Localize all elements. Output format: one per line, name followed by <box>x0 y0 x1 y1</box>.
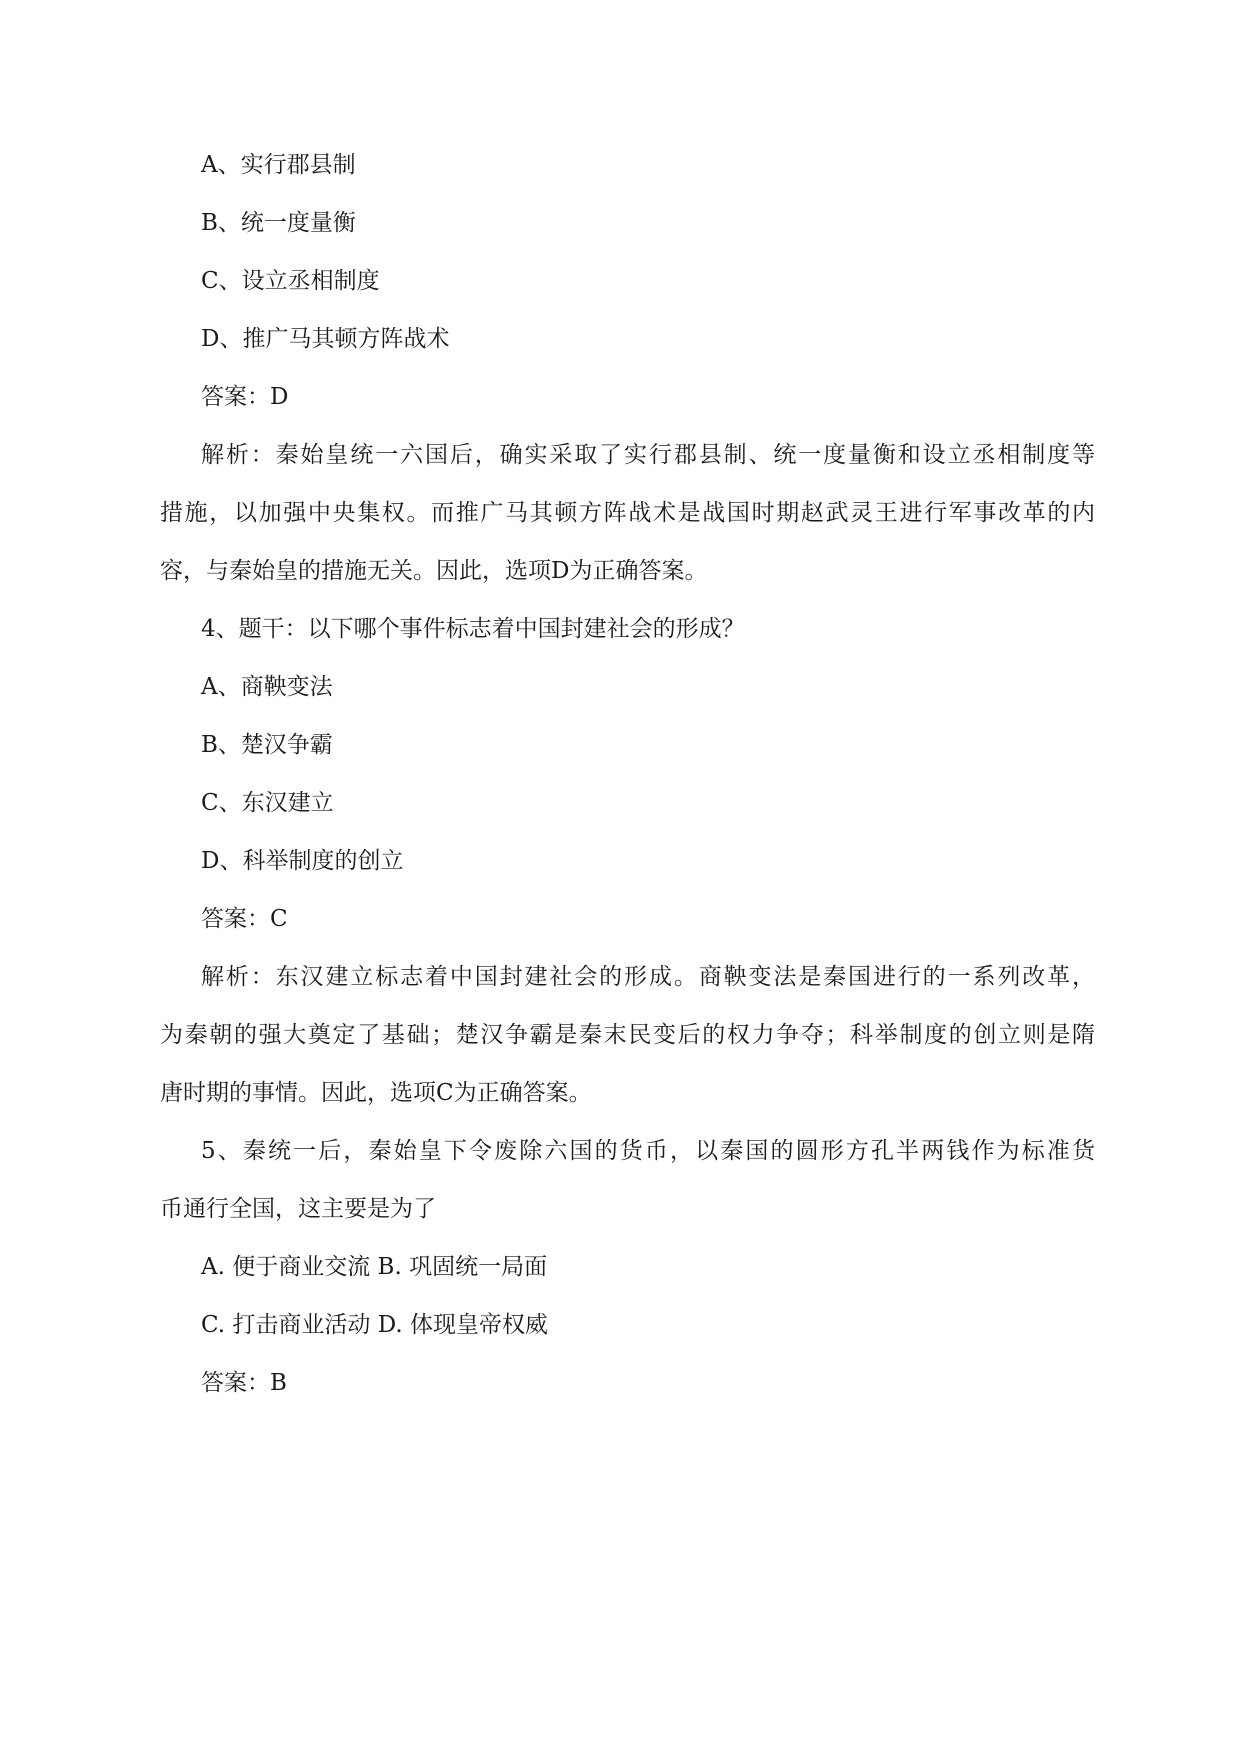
q4-option-b: B、楚汉争霸 <box>201 732 333 758</box>
q4-analysis-line-2: 为秦朝的强大奠定了基础；楚汉争霸是秦末民变后的权力争夺；科举制度的创立则是隋 <box>160 1022 1095 1048</box>
q5-stem-line-2: 币通行全国，这主要是为了 <box>160 1196 436 1222</box>
q3-option-c: C、设立丞相制度 <box>201 268 380 294</box>
q4-option-a: A、商鞅变法 <box>201 674 333 700</box>
q4-analysis-line-3: 唐时期的事情。因此，选项C为正确答案。 <box>160 1080 592 1106</box>
q4-analysis-line-1: 解析：东汉建立标志着中国封建社会的形成。商鞅变法是秦国进行的一系列改革， <box>201 964 1095 990</box>
q5-options-line-1: A. 便于商业交流 B. 巩固统一局面 <box>201 1254 548 1280</box>
q5-stem-line-1: 5、秦统一后，秦始皇下令废除六国的货币，以秦国的圆形方孔半两钱作为标准货 <box>201 1138 1095 1164</box>
q3-analysis-line-1: 解析：秦始皇统一六国后，确实采取了实行郡县制、统一度量衡和设立丞相制度等 <box>201 442 1095 468</box>
q3-option-d: D、推广马其顿方阵战术 <box>201 326 450 352</box>
q3-option-b: B、统一度量衡 <box>201 210 356 236</box>
q4-option-c: C、东汉建立 <box>201 790 334 816</box>
q3-option-a: A、实行郡县制 <box>201 152 356 178</box>
q3-analysis-line-3: 容，与秦始皇的措施无关。因此，选项D为正确答案。 <box>160 558 708 584</box>
q4-option-d: D、科举制度的创立 <box>201 848 404 874</box>
q3-answer: 答案：D <box>201 384 289 410</box>
q4-answer: 答案：C <box>201 906 288 932</box>
q5-answer: 答案：B <box>201 1370 287 1396</box>
q4-stem: 4、题干：以下哪个事件标志着中国封建社会的形成？ <box>201 616 745 642</box>
q5-options-line-2: C. 打击商业活动 D. 体现皇帝权威 <box>201 1312 548 1338</box>
q3-analysis-line-2: 措施，以加强中央集权。而推广马其顿方阵战术是战国时期赵武灵王进行军事改革的内 <box>160 500 1095 526</box>
